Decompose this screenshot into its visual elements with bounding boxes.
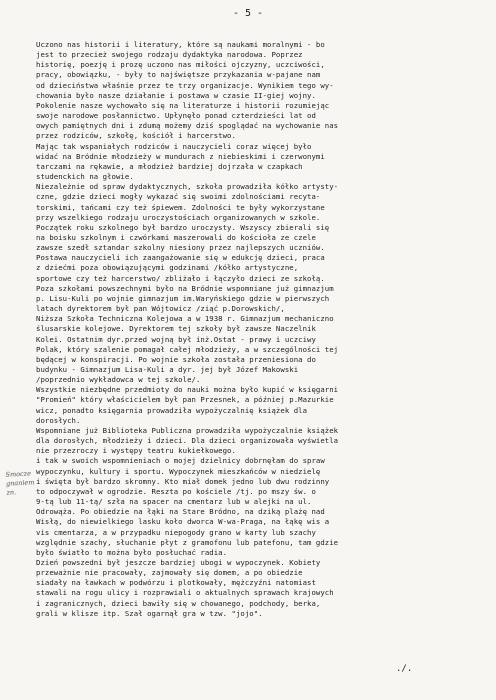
text-line: i zagranicznych, dzieci bawiły się w chowanego, podchody, berka, (36, 598, 321, 608)
margin-note-line: Smocze (5, 469, 32, 479)
margin-note-line: gnaniem (5, 478, 35, 488)
end-mark: ./. (396, 664, 413, 674)
text-line: Pokolenie nasze wychowało się na literaturze i historii rozumiejąc (36, 100, 330, 110)
text-line: zawsze szedł sztandar szkolny niesiony przez najlepszych uczniów. (36, 243, 325, 253)
text-line: tarczami na rękawie, a młodzież bardziej dojrzała w czapkach (36, 161, 303, 171)
text-line: i tak w swoich wspomnieniach o mojej dzielnicy dobrnęłam do spraw (36, 456, 325, 466)
margin-note-line: zn. (6, 488, 17, 497)
text-line: chowania było nasze działanie i postawa w czasie II-giej wojny. (36, 90, 316, 100)
text-line: widać na Bródnie młodzieży w mundurach z niebieskimi i czerwonymi (36, 151, 325, 161)
text-line: p. Lisu-Kuli po wojnie gimnazjum im.Waryńskiego gdzie w pierwszych (36, 293, 330, 303)
text-line: Odrowąża. Po obiedzie na łąki na Stare Bródno, na dziką plażę nad (36, 507, 325, 517)
text-line: Niższa Szkoła Techniczna Kolejowa a w 1938 r. Gimnazjum mechaniczno (36, 314, 334, 324)
text-line: pracy, obowiązku, - były to najświętsze przykazania w-pajane nam (36, 70, 321, 80)
text-line: będącej w konspiracji. Po wojnie szkoła została przeniesiona do (36, 354, 316, 364)
text-line: historię, poezję i prozę uczono nas miłości ojczyzny, uczciwości, (36, 60, 325, 70)
text-line: siadały na ławkach w podwórzu i plotkowały, mężczyźni natomiast (36, 578, 316, 588)
text-line: latach dyrektorem był pan Wójtowicz /ziąć p.Dorowskich/, (36, 304, 285, 314)
text-line: ślusarskie kolejowe. Dyrektorem tej szkoły był zawsze Naczelnik (36, 324, 316, 334)
text-line: przez rodziców, szkołę, kościół i harcerstwo. (36, 131, 236, 141)
text-line: 9-tą lub 11-tą/ szła na spacer na cmentarz lub w alejki na ul. (36, 497, 312, 507)
text-line: Wszystkie niezbędne przedmioty do nauki można było kupić w księgarni (36, 385, 339, 395)
text-line: owych pamiętnych dni i zdumą możemy dziś spoglądać na wychowanie nas (36, 121, 339, 131)
text-line: Postawa nauczycieli ich zaangażowanie się w edukcję dzieci, praca (36, 253, 325, 263)
text-line: wypoczynku, kultury i sportu. Wypoczynek mieszkańców w niedzielę (36, 466, 321, 476)
text-line: Poza szkołami powszechnymi było na Bródnie wspomniane już gimnazjum (36, 283, 334, 293)
text-line: budynku - Gimnazjum Lisa-Kuli a dyr. jej był Józef Makowski (36, 365, 299, 374)
text-line: Dzień powszedni był jeszcze bardziej ubogi w wypoczynek. Kobiety (36, 557, 321, 567)
document-body (36, 40, 480, 619)
text-line: /poprzednio wykładowca w tej szkole/. (36, 375, 201, 385)
text-line: było światło to można było posłuchać radia. (36, 547, 228, 557)
text-line: na boisku szkolnym i czwórkami maszerowali do kościoła ze czele (36, 232, 316, 242)
text-line: Początek roku szkolnego był bardzo uroczysty. Wszyscy zbierali się (36, 222, 330, 232)
text-line: i święta był bardzo skromny. Kto miał domek jedno lub dwu rodzinny (36, 476, 330, 486)
text-line: to odpoczywał w ogrodzie. Reszta po kościele /tj. po mszy św. o (36, 486, 316, 496)
text-line: względnie szachy, słuchanie płyt z gramofonu lub patefonu, tam gdzie (36, 537, 339, 547)
text-line: swoje narodowe posłannictwo. Upłynęło ponad czterdzieści lat od (36, 111, 316, 121)
text-line: wicz, ponadto księgarnia prowadziła wypożyczalnię książek dla (36, 405, 308, 415)
text-line: stawali na rogu ulicy i rozprawiali o aktualnych sprawach krajowych (36, 588, 334, 598)
text-line: Wspomniane już Biblioteka Publiczna prowadziła wypożyczalnie książek (36, 425, 339, 435)
text-line: grali w klisze itp. Szał ogarnął gra w tzw. "jojo". (36, 608, 263, 618)
text-line: sportowe czy też harcerstwo/ zbliżało i łączyło dzieci ze szkołą. (36, 273, 325, 283)
text-line: "Promień" który właścicielem był pan Przesnek, a później p.Mazurkie (36, 395, 334, 405)
text-line: z dziećmi poza obowiązującymi godzinami /kółko artystyczne, (36, 263, 299, 273)
text-line: dorosłych. (36, 415, 81, 425)
handwritten-margin-note (5, 469, 35, 497)
text-line: czne, gdzie dzieci mogły wykazać się swoimi zdolnościami recyta- (36, 192, 321, 202)
text-line: od dzieciństwa właśnie przez te trzy organizacje. Wynikiem tego wy- (36, 80, 334, 90)
text-line: Wisłą, do niewielkiego lasku koło dworca W-wa-Praga, na łąkę wis a (36, 517, 330, 527)
text-line: Niezależnie od spraw dydaktycznych, szkoła prowadziła kółko artysty- (36, 182, 339, 192)
text-line: torskimi, tańcami czy też śpiewem. Zdolności te były wykorzystane (36, 202, 325, 212)
page-number: - 5 - (232, 8, 264, 19)
text-line: Mając tak wspaniałych rodziców i nauczycieli coraz więcej było (36, 141, 312, 151)
text-line: nie przezroczy i występy teatru kukiełkowego. (36, 446, 236, 456)
text-line: Uczono nas historii i literatury, które są naukami moralnymi - bo (36, 40, 325, 49)
text-line: Kolei. Ostatnim dyr.przed wojną był inż.Ostat - prawy i uczciwy (36, 334, 316, 344)
text-line: przeważnie nie pracowały, zajmowały się domem, a po obiedzie (36, 568, 303, 578)
text-line: vis cmentarza, a w przypadku niepogody grano w karty lub szachy (36, 527, 316, 537)
text-line: przy wszelkiego rodzaju uroczystościach organizowanych w szkole. (36, 212, 321, 222)
text-line: jest to przecież swojego rodzaju dydaktyka narodowa. Poprzez (36, 50, 303, 60)
text-line: Polak, który szalenie pomagał całej młodzieży, a w szczególności tej (36, 344, 339, 354)
text-line: dla dorosłych, młodzieży i dzieci. Dla dzieci organizowała wyświetla (36, 436, 339, 446)
text-line: studenckich na głowie. (36, 172, 134, 182)
